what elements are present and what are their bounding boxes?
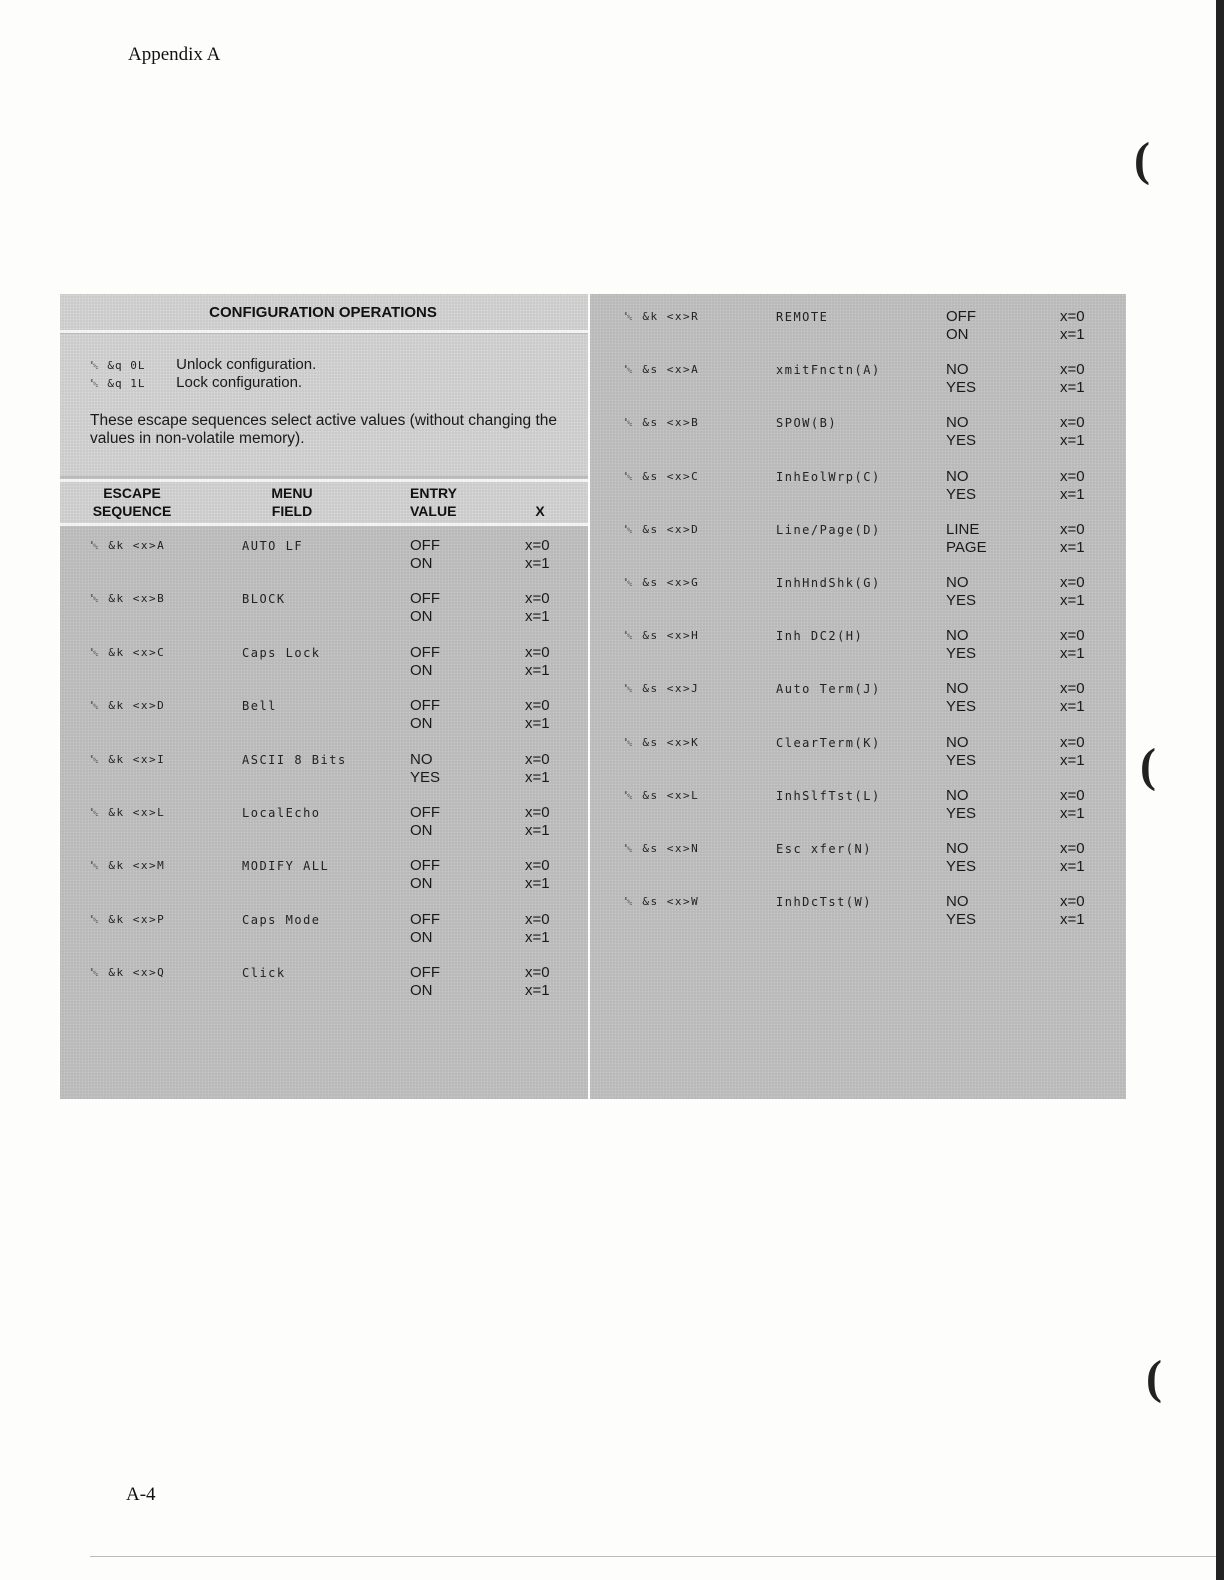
x-value: x=0 (525, 750, 550, 768)
menu-field: BLOCK (242, 592, 286, 607)
entry-values (410, 751, 440, 787)
x-values (1060, 414, 1085, 450)
x-value: x=0 (525, 964, 550, 982)
x-value: x=0 (1060, 520, 1085, 538)
escape-sequence: ␛ &s <x>C (624, 469, 700, 483)
panel-title: CONFIGURATION OPERATIONS (209, 304, 437, 321)
entry-value: NO (946, 467, 969, 485)
menu-field: Esc xfer(N) (776, 842, 872, 856)
entry-value: ON (410, 982, 433, 1000)
left-panel (60, 294, 588, 1099)
x-value: x=1 (1060, 804, 1085, 822)
page-edge (1216, 0, 1224, 1580)
x-value: x=1 (525, 715, 550, 733)
x-value: x=1 (525, 822, 550, 839)
x-value: x=1 (1060, 326, 1085, 343)
entry-value: YES (946, 751, 977, 769)
escape-sequence: ␛ &s <x>L (624, 788, 700, 802)
header-line: ESCAPE (103, 485, 161, 501)
entry-value: OFF (946, 308, 976, 325)
table-row (590, 893, 1126, 933)
entry-values (946, 893, 976, 929)
x-values (1060, 840, 1085, 876)
entry-value: YES (946, 432, 977, 450)
x-value: x=0 (1060, 733, 1085, 751)
entry-value: ON (946, 326, 969, 343)
running-header: Appendix A (128, 44, 221, 65)
escape-sequence: ␛ &k <x>R (624, 310, 700, 323)
x-values (1060, 361, 1085, 397)
x-value: x=0 (1060, 574, 1085, 591)
entry-value: ON (410, 555, 433, 572)
table-row (590, 627, 1126, 667)
table-row (590, 574, 1126, 614)
entry-value: ON (410, 822, 433, 839)
menu-field: Caps Mode (242, 912, 321, 927)
entry-value: YES (946, 698, 977, 716)
entry-values (410, 537, 440, 573)
binder-hole-mark: ( (1140, 739, 1156, 792)
menu-field: Bell (242, 699, 277, 714)
entry-values (410, 644, 440, 680)
escape-sequence: ␛ &k <x>L (90, 806, 166, 819)
entry-values (946, 308, 976, 344)
table-row (590, 521, 1126, 561)
menu-field: Inh DC2(H) (776, 629, 864, 644)
entry-value: NO (946, 414, 969, 432)
entry-values (410, 911, 440, 947)
intro-text: Unlock configuration. (176, 356, 317, 373)
x-value: x=1 (1060, 379, 1085, 397)
entry-value: ON (410, 928, 433, 946)
menu-field: xmitFnctn(A) (776, 363, 881, 378)
escape-sequence: ␛ &k <x>B (90, 592, 166, 606)
intro-seq: ␛ &q 0L (90, 359, 146, 372)
entry-value: YES (946, 858, 977, 875)
escape-sequence: ␛ &s <x>B (624, 416, 700, 430)
x-values (1060, 574, 1085, 610)
entry-value: ON (410, 715, 433, 733)
x-value: x=0 (525, 804, 550, 821)
x-value: x=0 (1060, 893, 1085, 911)
entry-value: OFF (410, 697, 440, 715)
table-row (60, 911, 588, 951)
escape-sequence: ␛ &s <x>H (624, 629, 700, 643)
intro-line-lock (90, 374, 302, 391)
header-x (530, 502, 550, 520)
x-value: x=0 (1060, 680, 1085, 698)
escape-sequence: ␛ &k <x>I (90, 752, 166, 766)
intro-text: Lock configuration. (176, 374, 303, 391)
table-row (590, 787, 1126, 827)
entry-value: NO (946, 786, 969, 804)
escape-sequence: ␛ &s <x>N (624, 842, 700, 855)
entry-value: OFF (410, 964, 440, 982)
menu-field: AUTO LF (242, 539, 304, 553)
x-value: x=0 (525, 910, 550, 928)
binder-hole-mark: ( (1146, 1351, 1162, 1404)
entry-value: LINE (946, 520, 980, 538)
table-row (590, 734, 1126, 774)
table-row (60, 697, 588, 737)
table-row (60, 857, 588, 897)
entry-values (410, 857, 440, 893)
bottom-rule (90, 1556, 1220, 1557)
entry-value: NO (946, 840, 969, 857)
intro-line-unlock (90, 356, 316, 373)
entry-value: YES (946, 804, 977, 822)
entry-value: ON (410, 608, 433, 626)
table-row (590, 680, 1126, 720)
escape-sequence: ␛ &k <x>D (90, 699, 166, 713)
menu-field: ASCII 8 Bits (242, 752, 347, 767)
escape-sequence: ␛ &k <x>Q (90, 966, 166, 980)
x-value: x=1 (1060, 592, 1085, 609)
menu-field: Click (242, 966, 286, 981)
page-number: A-4 (126, 1484, 156, 1505)
entry-values (946, 840, 976, 876)
x-values (525, 537, 550, 573)
x-value: x=1 (525, 875, 550, 893)
entry-value: YES (946, 592, 977, 609)
header-escape-sequence (82, 484, 182, 520)
intro-seq: ␛ &q 1L (90, 377, 146, 390)
x-value: x=1 (525, 982, 550, 1000)
menu-field: InhSlfTst(L) (776, 788, 881, 803)
menu-field: Auto Term(J) (776, 682, 881, 697)
header-line: SEQUENCE (92, 503, 172, 519)
table-row (590, 468, 1126, 508)
escape-sequence: ␛ &s <x>W (624, 895, 700, 909)
escape-sequence: ␛ &s <x>D (624, 522, 700, 536)
x-value: x=1 (525, 928, 550, 946)
entry-value: ON (410, 661, 433, 679)
header-line: X (535, 503, 545, 519)
entry-value: YES (946, 485, 977, 503)
x-value: x=1 (525, 768, 550, 786)
entry-values (410, 697, 440, 733)
x-value: x=1 (1060, 645, 1085, 663)
entry-value: YES (410, 768, 441, 786)
title-band (60, 294, 588, 333)
x-values (1060, 308, 1085, 344)
entry-value: YES (946, 379, 977, 397)
entry-value: YES (946, 645, 977, 663)
table-row (60, 590, 588, 630)
right-panel (590, 294, 1126, 1099)
x-value: x=0 (1060, 308, 1085, 325)
entry-values (946, 468, 976, 504)
x-values (525, 697, 550, 733)
entry-value: NO (946, 574, 969, 591)
x-value: x=0 (1060, 627, 1085, 645)
entry-values (410, 590, 440, 626)
menu-field: Line/Page(D) (776, 522, 881, 537)
x-value: x=1 (1060, 751, 1085, 769)
x-values (1060, 734, 1085, 770)
x-value: x=1 (1060, 432, 1085, 450)
x-values (525, 804, 550, 840)
x-values (525, 590, 550, 626)
menu-field: MODIFY ALL (242, 859, 330, 874)
entry-values (946, 734, 976, 770)
header-line: VALUE (410, 503, 457, 519)
intro-paragraph: These escape sequences select active values (without changing the values in non-volatile memory). (90, 412, 558, 447)
entry-value: OFF (410, 804, 440, 821)
entry-value: OFF (410, 857, 440, 875)
x-value: x=1 (525, 661, 550, 679)
x-values (525, 964, 550, 1000)
entry-value: NO (946, 627, 969, 645)
x-values (1060, 787, 1085, 823)
menu-field: ClearTerm(K) (776, 735, 881, 750)
x-values (525, 857, 550, 893)
entry-values (410, 964, 440, 1000)
entry-values (946, 574, 976, 610)
escape-sequence: ␛ &k <x>A (90, 539, 166, 552)
x-values (525, 751, 550, 787)
table-row (60, 751, 588, 791)
x-value: x=0 (1060, 786, 1085, 804)
x-value: x=1 (1060, 485, 1085, 503)
escape-sequence: ␛ &k <x>M (90, 859, 166, 873)
x-value: x=0 (525, 590, 550, 608)
x-value: x=1 (1060, 858, 1085, 875)
menu-field: InhDcTst(W) (776, 895, 872, 910)
x-value: x=1 (525, 555, 550, 572)
x-value: x=0 (525, 643, 550, 661)
x-value: x=0 (525, 537, 550, 554)
entry-value: PAGE (946, 538, 987, 556)
entry-values (946, 521, 987, 557)
x-values (1060, 680, 1085, 716)
entry-values (946, 627, 976, 663)
header-line: FIELD (271, 503, 313, 519)
header-menu-field (244, 484, 340, 520)
x-value: x=1 (1060, 698, 1085, 716)
entry-values (946, 414, 976, 450)
x-value: x=0 (1060, 467, 1085, 485)
entry-value: ON (410, 875, 433, 893)
entry-value: YES (946, 911, 977, 929)
entry-values (946, 787, 976, 823)
entry-value: OFF (410, 537, 440, 554)
entry-value: OFF (410, 910, 440, 928)
entry-values (410, 804, 440, 840)
table-row (590, 414, 1126, 454)
entry-value: NO (946, 680, 969, 698)
table-row (590, 361, 1126, 401)
entry-value: NO (410, 750, 433, 768)
menu-field: SPOW(B) (776, 416, 838, 431)
table-row (60, 964, 588, 1004)
x-value: x=1 (525, 608, 550, 626)
escape-sequence: ␛ &s <x>K (624, 735, 700, 749)
header-entry-value (410, 484, 460, 520)
x-values (1060, 893, 1085, 929)
menu-field: Caps Lock (242, 645, 321, 660)
x-value: x=1 (1060, 538, 1085, 556)
header-line: ENTRY (410, 485, 457, 501)
menu-field: InhEolWrp(C) (776, 469, 881, 484)
table-row (590, 840, 1126, 880)
entry-value: NO (946, 893, 969, 911)
entry-values (946, 680, 976, 716)
menu-field: InhHndShk(G) (776, 576, 881, 590)
x-values (525, 644, 550, 680)
escape-sequence: ␛ &s <x>J (624, 682, 700, 696)
menu-field: LocalEcho (242, 806, 321, 820)
x-values (1060, 627, 1085, 663)
intro-band (60, 334, 588, 476)
x-value: x=0 (525, 857, 550, 875)
table-row (590, 308, 1126, 348)
table-row (60, 644, 588, 684)
entry-value: NO (946, 733, 969, 751)
x-value: x=0 (1060, 361, 1085, 379)
entry-value: OFF (410, 590, 440, 608)
x-values (1060, 521, 1085, 557)
x-values (1060, 468, 1085, 504)
x-value: x=0 (1060, 840, 1085, 857)
escape-sequence: ␛ &k <x>P (90, 912, 166, 926)
escape-sequence: ␛ &s <x>A (624, 363, 700, 377)
column-headers (60, 479, 588, 526)
table-row (60, 537, 588, 577)
escape-sequence: ␛ &s <x>G (624, 576, 700, 589)
x-value: x=0 (525, 697, 550, 715)
header-line: MENU (271, 485, 313, 501)
binder-hole-mark: ( (1134, 133, 1150, 186)
table-row (60, 804, 588, 844)
x-values (525, 911, 550, 947)
x-value: x=1 (1060, 911, 1085, 929)
entry-value: OFF (410, 643, 440, 661)
entry-values (946, 361, 976, 397)
menu-field: REMOTE (776, 310, 829, 324)
escape-sequence: ␛ &k <x>C (90, 645, 166, 659)
x-value: x=0 (1060, 414, 1085, 432)
entry-value: NO (946, 361, 969, 379)
